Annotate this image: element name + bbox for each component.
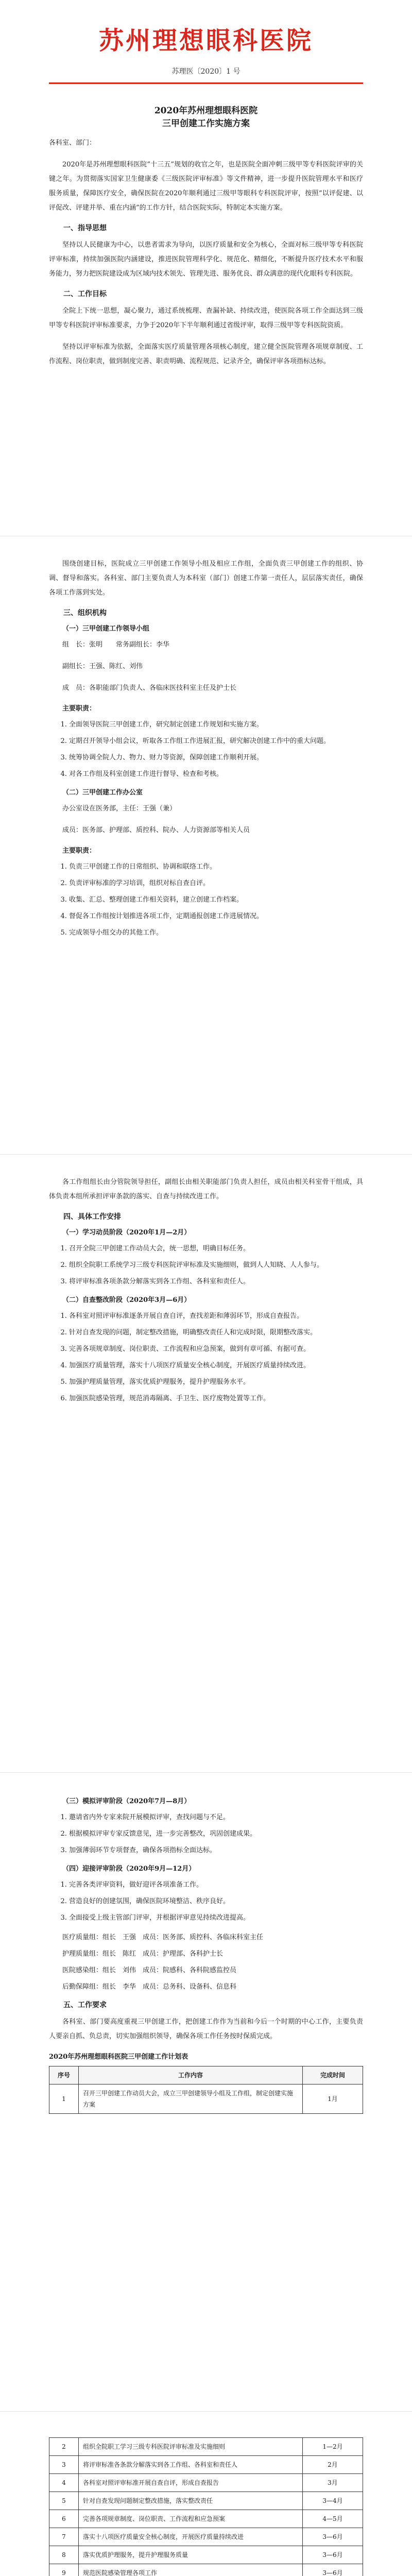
list-item: 3. 加强薄弱环节专项督查，确保各项指标全面达标。 (69, 1843, 363, 1858)
list-item: 后勤保障组：组长 李华 成员：总务科、设备科、信息科 (62, 1983, 237, 1991)
list-item: 4. 对各工作组及科室创建工作进行督导、检查和考核。 (69, 767, 363, 782)
list-item: 2. 负责评审标准的学习培训，组织对标自查自评。 (69, 876, 363, 891)
phase4-list (49, 1878, 363, 1925)
office-line: 办公室设在医务部，主任：王强（兼） (62, 805, 177, 812)
table-row (49, 2438, 363, 2456)
table-cell: 组织全院职工学习三级专科医院评审标准及实施细则 (79, 2438, 303, 2456)
table-cell: 将评审标准各条款分解落实到各工作组、各科室和责任人 (79, 2456, 303, 2474)
table-title: 2020年苏州理想眼科医院三甲创建工作计划表 (49, 2053, 188, 2061)
list-item: 6. 加强医院感染管理，规范消毒隔离、手卫生、医疗废物处置等工作。 (69, 1392, 363, 1406)
page-5 (0, 2411, 412, 2576)
paragraph: 围绕创建目标，医院成立三甲创建工作领导小组及相应工作组，全面负责三甲创建工作的组织、协调、督导和落实。各科室、部门主要负责人为本科室（部门）创建工作第一责任人，层层落实责任，确保各项工作落到实处。 (49, 560, 363, 597)
doc-number: 苏理医〔2020〕1 号 (171, 67, 241, 76)
paragraph: 全院上下统一思想，凝心聚力，通过系统梳理、查漏补缺、持续改进，使医院各项工作全面达到三级甲等专科医院评审标准要求，力争于2020年下半年顺利通过省级评审，取得三级甲等专科医院资质。 (49, 307, 363, 329)
list-item: 医院感染组：组长 刘伟 成员：院感科、各科院感监控员 (62, 1967, 237, 1974)
table-cell: 落实十八项医疗质量安全核心制度，开展医疗质量持续改进 (79, 2528, 303, 2546)
section-heading: 五、工作要求 (63, 2001, 107, 2009)
table-cell: 3—4月 (303, 2492, 363, 2510)
subsection-heading: （一）三甲创建工作领导小组 (62, 625, 150, 633)
list-item: 医疗质量组：组长 王强 成员：医务部、质控科、各临床科室主任 (62, 1934, 264, 1941)
phase2-list (49, 1309, 363, 1406)
table-row (49, 2456, 363, 2474)
section-heading: 一、指导思想 (63, 224, 107, 232)
subsection-heading: （二）三甲创建工作办公室 (62, 789, 143, 796)
office-members-line: 成员：医务部、护理部、质控科、院办、人力资源部等相关人员 (62, 826, 250, 834)
paragraph: 坚持以评审标准为依据，全面落实医疗质量管理各项核心制度，建立健全医院管理各项规章制度、工作流程、岗位职责，做到制度完善、职责明确、流程规范、记录齐全，确保评审各项指标达标。 (49, 343, 363, 365)
list-item: 3. 全面接受上级主管部门评审，并根据评审意见持续改进提高。 (69, 1911, 363, 1925)
section-heading: 四、具体工作安排 (63, 1213, 121, 1221)
list-item: 4. 督促各工作组按计划推进各项工作，定期通报创建工作进展情况。 (69, 909, 363, 924)
table-cell: 4—5月 (303, 2510, 363, 2528)
table-row (49, 2474, 363, 2492)
list-item: 1. 完善各类评审资料，做好迎评各项准备工作。 (69, 1878, 363, 1892)
group-list (49, 1930, 363, 1994)
members-line: 成 员：各职能部门负责人、各临床医技科室主任及护士长 (62, 684, 237, 692)
list-item: 2. 根据模拟评审专家反馈意见，进一步完善整改，巩固创建成果。 (69, 1827, 363, 1841)
phase1-list (49, 1242, 363, 1289)
table-cell: 4 (49, 2474, 79, 2492)
page-2 (0, 536, 412, 1154)
table-cell: 1—2月 (303, 2438, 363, 2456)
intro-paragraph: 2020年是苏州理想眼科医院“十三五”规划的收官之年，也是医院全面冲刺三级甲等专科医院评审的关键之年。为贯彻落实国家卫生健康委《三级医院评审标准》等文件精神，进一步提升医院管理水平和医疗服务质量，保障医疗安全，确保医院在2020年顺利通过三级甲等眼科专科医院评审，按照“以评促建、以评促改、评建并举、重在内涵”的工作方针，结合医院实际，特制定本实施方案。 (49, 161, 363, 212)
table-row (49, 2564, 363, 2576)
page-3 (0, 1154, 412, 1772)
column-header: 完成时间 (303, 2066, 363, 2084)
table-cell: 各科室对照评审标准开展自查自评，形成自查报告 (79, 2474, 303, 2492)
table-row (49, 2528, 363, 2546)
subsection-heading: （二）自查整改阶段（2020年3月—6月） (62, 1296, 191, 1304)
table-cell: 3 (49, 2456, 79, 2474)
list-item: 2. 组织全院职工系统学习三级专科医院评审标准及实施细则，做到人人知晓、人人参与。 (69, 1258, 363, 1273)
table-cell: 7 (49, 2528, 79, 2546)
subsection-heading: （一）学习动员阶段（2020年1月—2月） (62, 1229, 191, 1236)
list-item: 2. 定期召开领导小组会议，听取各工作组工作进展汇报，研究解决创建工作中的重大问题。 (69, 734, 363, 749)
subsection-heading: （三）模拟评审阶段（2020年7月—8月） (62, 1798, 191, 1805)
table-cell: 3—6月 (303, 2564, 363, 2576)
list-item: 3. 统筹协调全院人力、物力、财力等资源，保障创建工作顺利开展。 (69, 751, 363, 765)
list-item: 3. 收集、汇总、整理创建工作相关资料，建立创建工作档案。 (69, 893, 363, 907)
page-1 (0, 0, 412, 536)
list-item: 2. 针对自查发现的问题，制定整改措施，明确整改责任人和完成时限，限期整改落实。 (69, 1326, 363, 1340)
table-cell: 3月 (303, 2474, 363, 2492)
table-cell: 8 (49, 2546, 79, 2564)
duties-list (49, 718, 363, 782)
members-line: 副组长：王强、陈红、刘伟 (62, 663, 143, 670)
page-4 (0, 1772, 412, 2411)
duties-heading: 主要职责： (62, 705, 96, 713)
list-item: 1. 负责三甲创建工作的日常组织、协调和联络工作。 (69, 860, 363, 874)
office-duties-list (49, 860, 363, 940)
table-row (49, 2510, 363, 2528)
doc-title: 2020年苏州理想眼科医院 三甲创建工作实施方案 (154, 106, 258, 129)
section-heading: 二、工作目标 (63, 290, 107, 298)
table-cell: 3—6月 (303, 2528, 363, 2546)
list-item: 5. 完成领导小组交办的其他工作。 (69, 926, 363, 940)
table-cell: 针对自查发现问题制定整改措施，落实整改责任 (79, 2492, 303, 2510)
plan-table-continued (49, 2437, 363, 2576)
plan-table (49, 2066, 363, 2114)
table-cell: 1 (49, 2084, 79, 2114)
list-item: 1. 邀请省内外专家来院开展模拟评审，查找问题与不足。 (69, 1810, 363, 1825)
list-item: 护理质量组：组长 陈红 成员：护理部、各科护士长 (62, 1950, 224, 1958)
list-item: 4. 加强医疗质量管理，落实十八项医疗质量安全核心制度，开展医疗质量持续改进。 (69, 1359, 363, 1373)
table-row (49, 2084, 363, 2114)
red-divider-line (49, 82, 363, 84)
table-cell: 1月 (303, 2084, 363, 2114)
phase3-list (49, 1810, 363, 1858)
table-cell: 5 (49, 2492, 79, 2510)
list-item: 1. 召开全院三甲创建工作动员大会，统一思想，明确目标任务。 (69, 1242, 363, 1256)
table-cell: 规范医院感染管理各项工作 (79, 2564, 303, 2576)
duties-heading: 主要职责： (62, 847, 96, 855)
section-heading: 三、组织机构 (63, 609, 107, 617)
list-item: 1. 各科室对照评审标准逐条开展自查自评，查找差距和薄弱环节，形成自查报告。 (69, 1309, 363, 1324)
paragraph: 坚持以人民健康为中心，以患者需求为导向，以医疗质量和安全为核心，全面对标三级甲等专科医院评审标准，持续加强医院内涵建设，推进医院管理科学化、规范化、精细化，不断提升医疗技术水平和服务能力，努力把医院建设成为区域内技术领先、管理先进、服务优良、群众满意的现代化眼科专科医院。 (49, 241, 363, 278)
leaders-line: 组 长：张明 常务副组长：李华 (62, 641, 170, 649)
table-cell: 9 (49, 2564, 79, 2576)
org-title: 苏州理想眼科医院 (98, 26, 313, 55)
table-cell: 6 (49, 2510, 79, 2528)
table-cell: 落实优质护理服务，提升护理服务质量 (79, 2546, 303, 2564)
table-cell: 3—6月 (303, 2546, 363, 2564)
paragraph: 各科室、部门要高度重视三甲创建工作，把创建工作作为当前和今后一个时期的中心工作，主要负责人要亲自抓、负总责，切实加强组织领导，确保各项工作任务按时保质完成。 (49, 2018, 363, 2040)
paragraph: 各工作组组长由分管院领导担任，副组长由相关职能部门负责人担任，成员由相关科室骨干组成，具体负责本组所承担评审条款的落实、自查与持续改进工作。 (49, 1178, 363, 1200)
column-header: 序号 (49, 2066, 79, 2084)
subsection-heading: （四）迎接评审阶段（2020年9月—12月） (62, 1865, 196, 1873)
table-cell: 召开三甲创建工作动员大会，成立三甲创建领导小组及工作组，制定创建实施方案 (79, 2084, 303, 2114)
list-item: 3. 完善各项规章制度、岗位职责、工作流程和应急预案，做到有章可循、有据可查。 (69, 1342, 363, 1357)
table-row (49, 2546, 363, 2564)
list-item: 3. 将评审标准各项条款分解落实到各工作组、各科室和责任人。 (69, 1275, 363, 1289)
table-header-row (49, 2066, 363, 2084)
table-cell: 完善各项规章制度、岗位职责、工作流程和应急预案 (79, 2510, 303, 2528)
table-cell: 2 (49, 2438, 79, 2456)
list-item: 2. 营造良好的创建氛围，确保医院环境整洁、秩序良好。 (69, 1894, 363, 1909)
table-cell: 2月 (303, 2456, 363, 2474)
list-item: 1. 全面领导医院三甲创建工作，研究制定创建工作规划和实施方案。 (69, 718, 363, 732)
column-header: 工作内容 (79, 2066, 303, 2084)
table-row (49, 2492, 363, 2510)
salutation: 各科室、部门： (49, 139, 96, 147)
list-item: 5. 加强护理质量管理，落实优质护理服务，提升护理服务水平。 (69, 1375, 363, 1389)
